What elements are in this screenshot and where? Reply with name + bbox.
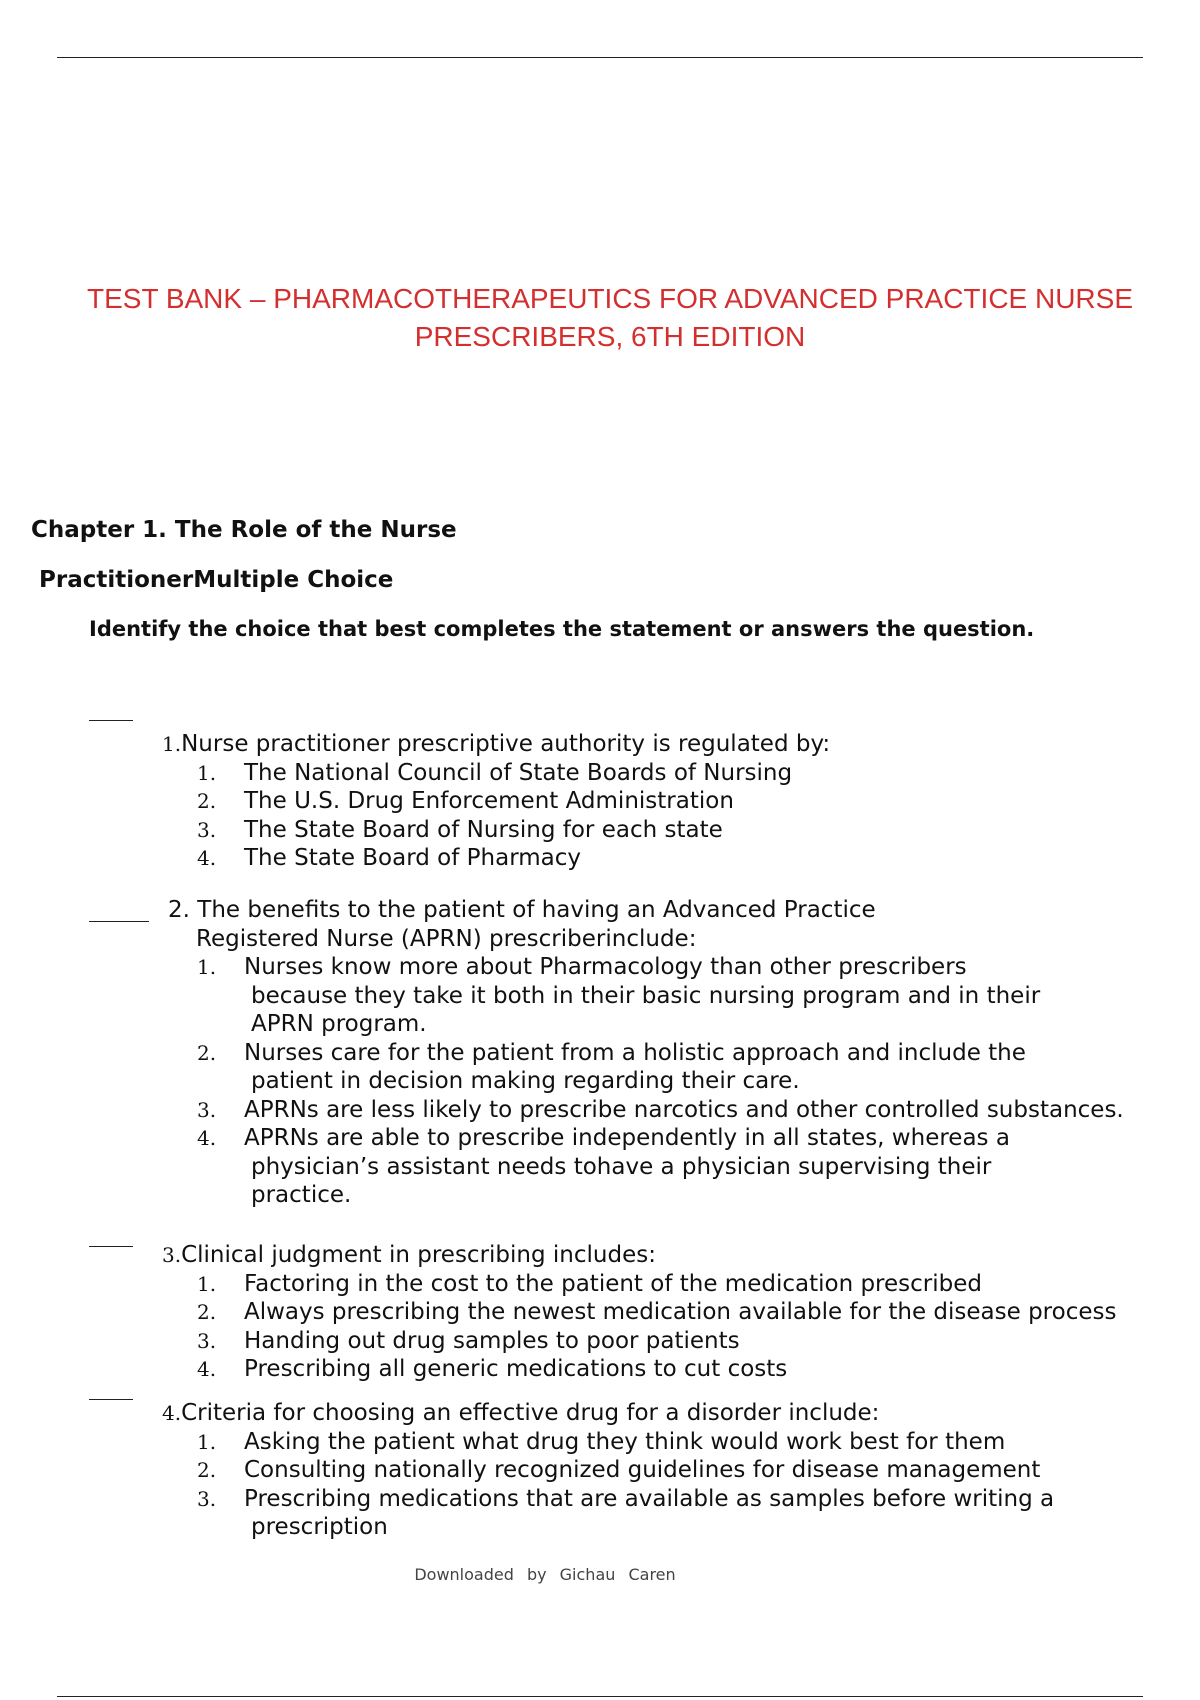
option-text: The U.S. Drug Enforcement Administration bbox=[244, 788, 734, 814]
option-number: 4. bbox=[197, 1357, 217, 1381]
option-number: 1. bbox=[197, 955, 217, 979]
option-text: The State Board of Nursing for each state bbox=[244, 816, 723, 843]
option-item bbox=[197, 1039, 1124, 1096]
question-1 bbox=[0, 730, 830, 873]
option-text: Nurses care for the patient from a holistic approach and include the bbox=[244, 1039, 1026, 1066]
option-text: The State Board of Pharmacy bbox=[244, 845, 582, 871]
instructions: Identify the choice that best completes the statement or answers the question. bbox=[89, 617, 1035, 641]
option-text: Prescribing all generic medications to cut costs bbox=[244, 1356, 788, 1382]
option-item bbox=[197, 1355, 1116, 1384]
question-stem-line-1: The benefits to the patient of having an Advanced Practice bbox=[197, 897, 876, 923]
question-stem: Nurse practitioner prescriptive authority is regulated by: bbox=[181, 731, 831, 757]
option-item bbox=[197, 953, 1124, 1039]
option-item bbox=[197, 816, 830, 845]
option-text: Factoring in the cost to the patient of the medication prescribed bbox=[244, 1270, 982, 1297]
option-item bbox=[197, 759, 830, 788]
document-title bbox=[60, 280, 1160, 356]
option-number: 4. bbox=[197, 846, 217, 870]
option-item bbox=[197, 1270, 1116, 1299]
option-number: 2. bbox=[197, 789, 217, 813]
option-item bbox=[197, 1428, 1054, 1457]
option-text: APRNs are less likely to prescribe narcotics and other controlled substances. bbox=[244, 1096, 1124, 1123]
question-4 bbox=[0, 1399, 1054, 1542]
option-text-continued: practice. bbox=[251, 1182, 352, 1208]
bottom-rule bbox=[57, 1696, 1143, 1697]
option-text: APRNs are able to prescribe independently in all states, whereas a bbox=[244, 1125, 1010, 1151]
option-number: 3. bbox=[197, 1097, 217, 1122]
option-item bbox=[197, 1096, 1124, 1125]
option-number: 2. bbox=[197, 1040, 217, 1065]
option-text: Handing out drug samples to poor patients bbox=[244, 1327, 740, 1354]
question-number: 2. bbox=[168, 897, 190, 923]
option-number: 3. bbox=[197, 1328, 217, 1353]
option-text-continued: because they take it both in their basic nursing program and in their bbox=[251, 982, 1041, 1009]
question-stem: Criteria for choosing an effective drug for a disorder include: bbox=[181, 1400, 880, 1426]
option-item bbox=[197, 1298, 1116, 1327]
chapter-heading: Chapter 1. The Role of the Nurse bbox=[31, 517, 457, 543]
option-number: 2. bbox=[197, 1458, 217, 1482]
option-text-continued: APRN program. bbox=[251, 1011, 427, 1037]
option-number: 1. bbox=[197, 760, 217, 785]
option-number: 3. bbox=[197, 1486, 217, 1511]
top-rule bbox=[57, 57, 1143, 58]
option-number: 4. bbox=[197, 1126, 217, 1150]
question-number: 4. bbox=[162, 1401, 182, 1425]
question-stem-line-2: Registered Nurse (APRN) prescriberinclude: bbox=[196, 925, 697, 952]
option-item bbox=[197, 1485, 1054, 1542]
question-3 bbox=[0, 1241, 1116, 1384]
option-number: 1. bbox=[197, 1271, 217, 1296]
option-item bbox=[197, 844, 830, 873]
option-text-continued: physician’s assistant needs tohave a physician supervising their bbox=[251, 1153, 992, 1180]
question-2 bbox=[0, 896, 1124, 1210]
option-text: Always prescribing the newest medication available for the disease process bbox=[244, 1299, 1117, 1325]
title-line-2: PRESCRIBERS, 6TH EDITION bbox=[414, 321, 806, 352]
option-text: Prescribing medications that are available as samples before writing a bbox=[244, 1485, 1055, 1512]
question-number: 1. bbox=[162, 732, 182, 756]
option-item bbox=[197, 1124, 1124, 1210]
option-number: 1. bbox=[197, 1429, 217, 1454]
option-text: The National Council of State Boards of Nursing bbox=[244, 759, 793, 786]
download-footer: Downloaded by Gichau Caren bbox=[414, 1565, 676, 1584]
option-text-continued: prescription bbox=[251, 1514, 388, 1540]
chapter-subheading: PractitionerMultiple Choice bbox=[39, 567, 394, 593]
question-stem: Clinical judgment in prescribing includes: bbox=[181, 1242, 656, 1268]
option-item bbox=[197, 1327, 1116, 1356]
answer-blank-1[interactable] bbox=[89, 720, 133, 721]
option-text: Asking the patient what drug they think would work best for them bbox=[244, 1428, 1006, 1455]
option-item bbox=[197, 1456, 1054, 1485]
option-item bbox=[197, 787, 830, 816]
question-number: 3. bbox=[162, 1243, 182, 1267]
option-number: 3. bbox=[197, 817, 217, 842]
option-text: Nurses know more about Pharmacology than other prescribers bbox=[244, 954, 967, 980]
title-line-1: TEST BANK – PHARMACOTHERAPEUTICS FOR ADVANCED PRACTICE NURSE bbox=[86, 283, 1134, 314]
option-text-continued: patient in decision making regarding their care. bbox=[251, 1068, 800, 1094]
option-text: Consulting nationally recognized guidelines for disease management bbox=[244, 1457, 1041, 1483]
option-number: 2. bbox=[197, 1300, 217, 1324]
